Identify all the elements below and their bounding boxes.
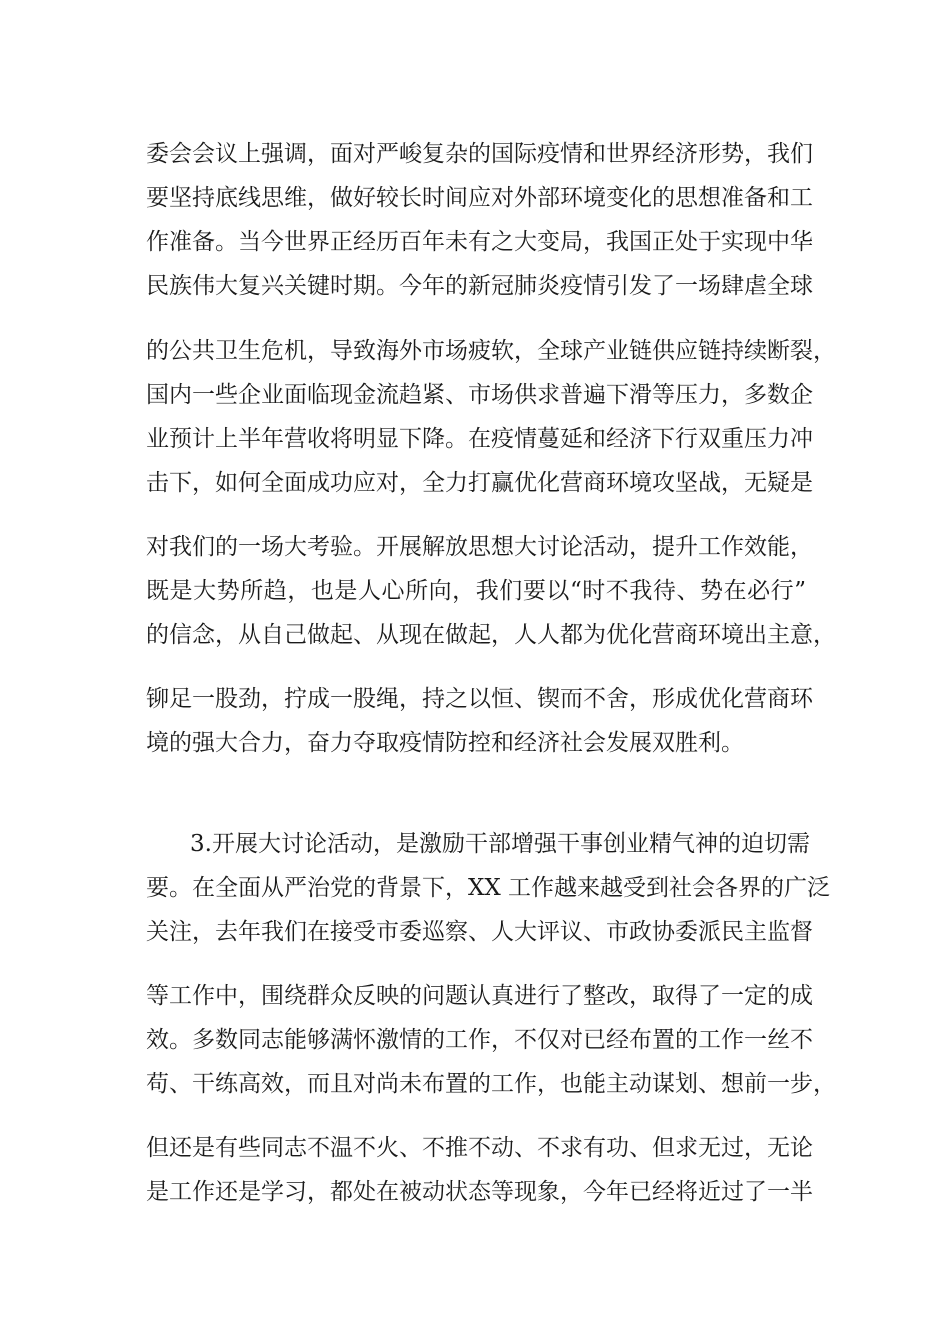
paragraph-line: 国内一些企业面临现金流趋紧、市场供求普遍下滑等压力，多数企 bbox=[146, 382, 813, 408]
paragraph-line: 关注，去年我们在接受市委巡察、人大评议、市政协委派民主监督 bbox=[146, 919, 813, 945]
paragraph-line: 击下，如何全面成功应对，全力打赢优化营商环境攻坚战，无疑是 bbox=[146, 470, 813, 496]
paragraph-line: 等工作中，围绕群众反映的问题认真进行了整改，取得了一定的成 bbox=[146, 983, 813, 1009]
paragraph-line: 的信念，从自己做起、从现在做起，人人都为优化营商环境出主意， bbox=[146, 622, 836, 648]
paragraph-line: 是工作还是学习，都处在被动状态等现象，今年已经将近过了一半 bbox=[146, 1179, 813, 1205]
paragraph-line: 既是大势所趋，也是人心所向，我们要以“时不我待、势在必行” bbox=[146, 578, 806, 604]
paragraph-line: 要坚持底线思维，做好较长时间应对外部环境变化的思想准备和工 bbox=[146, 185, 813, 211]
paragraph-line: 委会会议上强调，面对严峻复杂的国际疫情和世界经济形势，我们 bbox=[146, 141, 813, 167]
paragraph-line: 但还是有些同志不温不火、不推不动、不求有功、但求无过，无论 bbox=[146, 1135, 813, 1161]
paragraph-line: 效。多数同志能够满怀激情的工作，不仅对已经布置的工作一丝不 bbox=[146, 1027, 813, 1053]
paragraph-line: 对我们的一场大考验。开展解放思想大讨论活动，提升工作效能， bbox=[146, 534, 813, 560]
paragraph-line: 铆足一股劲，拧成一股绳，持之以恒、锲而不舍，形成优化营商环 bbox=[146, 686, 813, 712]
paragraph-line: 业预计上半年营收将明显下降。在疫情蔓延和经济下行双重压力冲 bbox=[146, 426, 813, 452]
paragraph-line: 苟、干练高效，而且对尚未布置的工作，也能主动谋划、想前一步， bbox=[146, 1071, 836, 1097]
paragraph-line: 3.开展大讨论活动，是激励干部增强干事创业精气神的迫切需 bbox=[190, 831, 810, 857]
paragraph-line: 作准备。当今世界正经历百年未有之大变局，我国正处于实现中华 bbox=[146, 229, 813, 255]
paragraph-line: 的公共卫生危机，导致海外市场疲软，全球产业链供应链持续断裂， bbox=[146, 338, 836, 364]
paragraph-line: 要。在全面从严治党的背景下，XX 工作越来越受到社会各界的广泛 bbox=[146, 875, 831, 901]
paragraph-line: 民族伟大复兴关键时期。今年的新冠肺炎疫情引发了一场肆虐全球 bbox=[146, 273, 813, 299]
paragraph-line: 境的强大合力，奋力夺取疫情防控和经济社会发展双胜利。 bbox=[146, 730, 744, 756]
